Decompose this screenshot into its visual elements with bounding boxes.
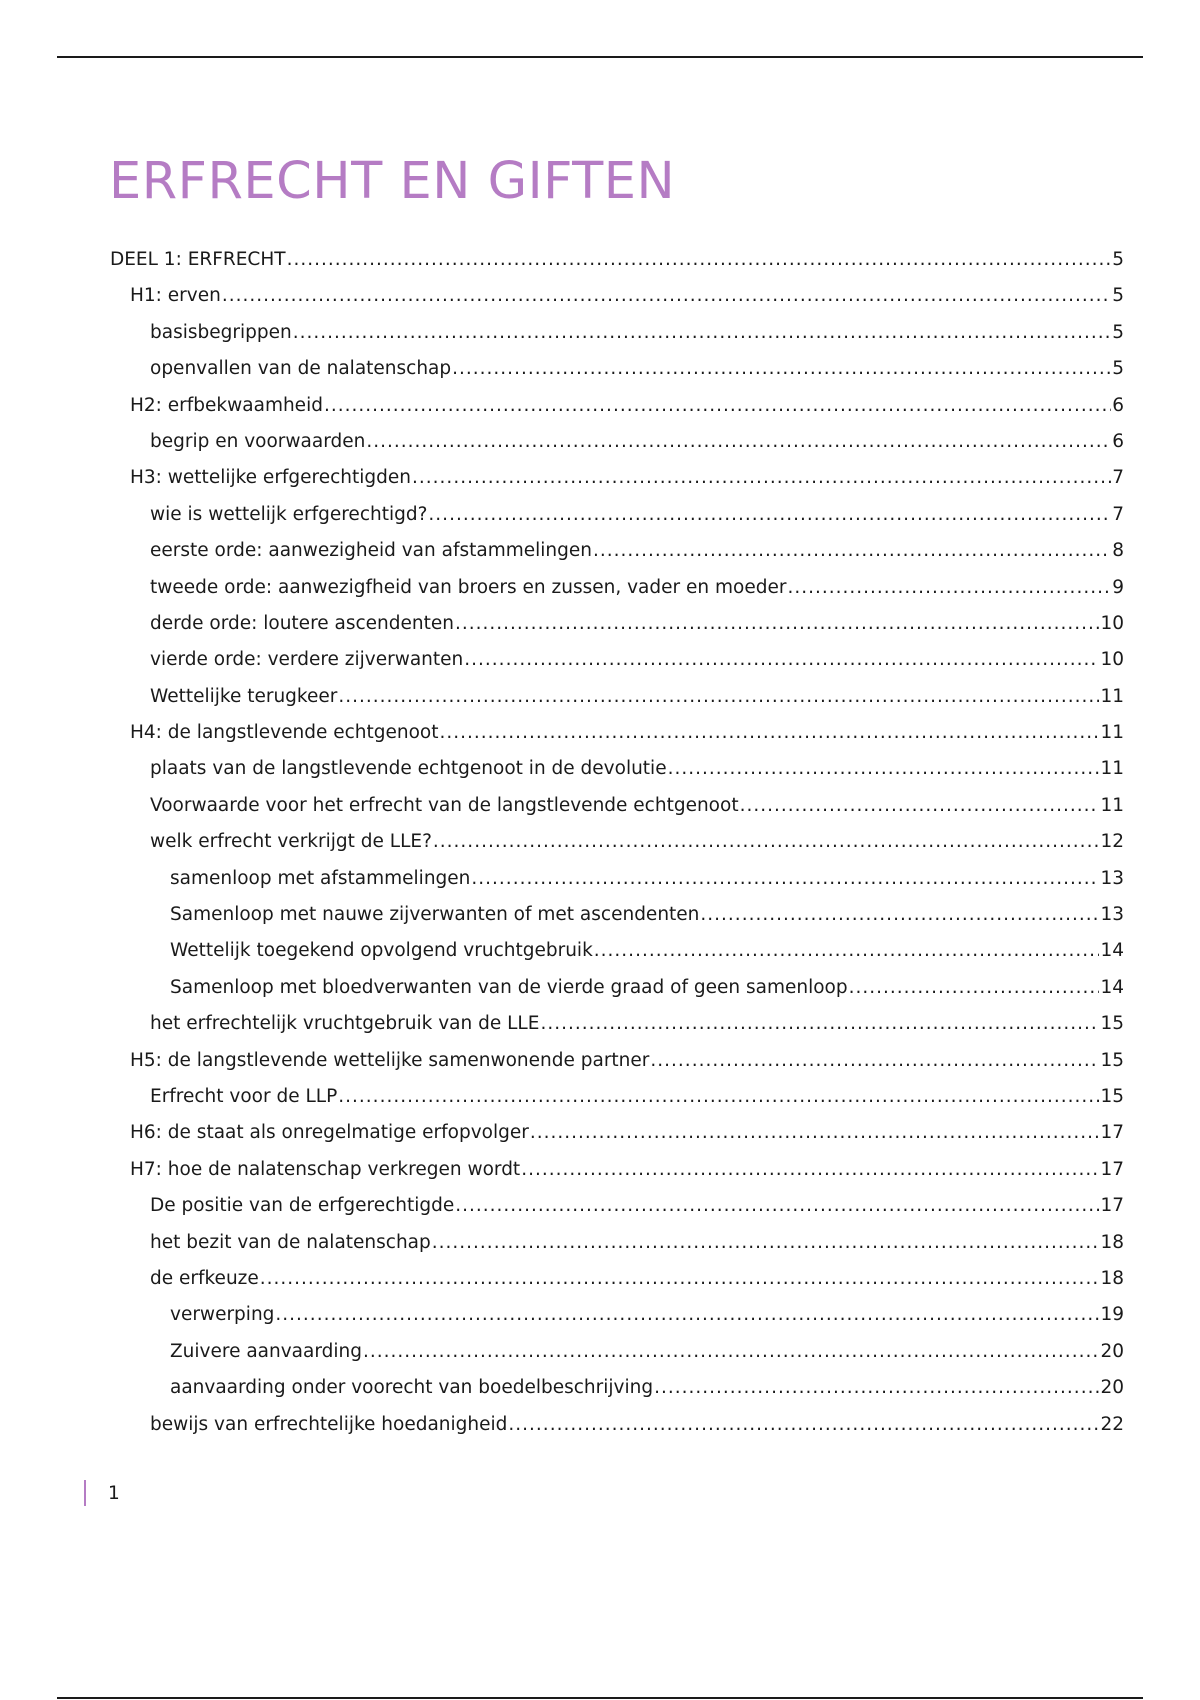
- toc-dot-leader: [654, 1370, 1099, 1406]
- toc-entry-page-number: 5: [1112, 285, 1124, 307]
- toc-dot-leader: [338, 679, 1099, 715]
- toc-entry-page-number: 17: [1100, 1195, 1124, 1217]
- toc-dot-leader: [432, 1225, 1100, 1261]
- toc-entry[interactable]: [110, 1407, 1124, 1443]
- toc-dot-leader: [452, 351, 1111, 387]
- toc-entry-title: Zuivere aanvaarding: [170, 1340, 362, 1362]
- toc-dot-leader: [849, 970, 1100, 1006]
- toc-entry-page-number: 11: [1100, 722, 1124, 744]
- toc-entry-title: Wettelijk toegekend opvolgend vruchtgebruik: [170, 940, 593, 962]
- toc-entry[interactable]: [110, 1043, 1124, 1079]
- toc-dot-leader: [440, 715, 1100, 751]
- toc-dot-leader: [433, 824, 1100, 860]
- toc-entry-title: begrip en voorwaarden: [150, 430, 366, 452]
- toc-entry[interactable]: [110, 570, 1124, 606]
- toc-entry-page-number: 11: [1100, 685, 1124, 707]
- toc-entry-page-number: 12: [1100, 831, 1124, 853]
- toc-entry-page-number: 7: [1112, 503, 1124, 525]
- toc-entry-page-number: 17: [1100, 1122, 1124, 1144]
- page-footer: [84, 1480, 120, 1506]
- toc-dot-leader: [650, 1043, 1099, 1079]
- toc-entry[interactable]: [110, 715, 1124, 751]
- toc-entry-title: H3: wettelijke erfgerechtigden: [130, 467, 412, 489]
- toc-entry-page-number: 14: [1100, 976, 1124, 998]
- page-number: 1: [108, 1482, 120, 1504]
- toc-entry-title: Wettelijke terugkeer: [150, 685, 338, 707]
- toc-entry[interactable]: [110, 679, 1124, 715]
- toc-entry-title: De positie van de erfgerechtigde: [150, 1195, 455, 1217]
- toc-dot-leader: [700, 897, 1099, 933]
- toc-entry-title: derde orde: loutere ascendenten: [150, 612, 454, 634]
- toc-entry-page-number: 22: [1100, 1413, 1124, 1435]
- document-title: ERFRECHT EN GIFTEN: [109, 152, 676, 211]
- header-rule: [57, 56, 1143, 58]
- toc-dot-leader: [464, 642, 1099, 678]
- toc-entry[interactable]: [110, 242, 1124, 278]
- toc-dot-leader: [428, 497, 1111, 533]
- toc-dot-leader: [293, 315, 1112, 351]
- toc-entry-title: aanvaarding onder voorecht van boedelbeschrijving: [170, 1377, 654, 1399]
- toc-dot-leader: [508, 1407, 1099, 1443]
- toc-entry[interactable]: [110, 533, 1124, 569]
- toc-entry-title: H6: de staat als onregelmatige erfopvolger: [130, 1122, 529, 1144]
- toc-entry[interactable]: [110, 1261, 1124, 1297]
- toc-entry-page-number: 20: [1100, 1340, 1124, 1362]
- toc-entry[interactable]: [110, 824, 1124, 860]
- toc-entry-title: H1: erven: [130, 285, 221, 307]
- toc-dot-leader: [260, 1261, 1100, 1297]
- toc-entry[interactable]: [110, 460, 1124, 496]
- toc-entry-page-number: 14: [1100, 940, 1124, 962]
- toc-entry-page-number: 6: [1112, 430, 1124, 452]
- toc-entry-title: het erfrechtelijk vruchtgebruik van de LLE: [150, 1013, 540, 1035]
- toc-dot-leader: [455, 1188, 1099, 1224]
- toc-entry-title: Erfrecht voor de LLP: [150, 1085, 338, 1107]
- toc-dot-leader: [530, 1115, 1100, 1151]
- toc-entry[interactable]: [110, 861, 1124, 897]
- toc-entry[interactable]: [110, 933, 1124, 969]
- toc-entry[interactable]: [110, 351, 1124, 387]
- toc-dot-leader: [594, 933, 1100, 969]
- toc-entry[interactable]: [110, 315, 1124, 351]
- toc-entry-title: samenloop met afstammelingen: [170, 867, 471, 889]
- toc-dot-leader: [363, 1334, 1099, 1370]
- toc-entry-page-number: 17: [1100, 1158, 1124, 1180]
- toc-entry[interactable]: [110, 497, 1124, 533]
- toc-dot-leader: [366, 424, 1111, 460]
- toc-dot-leader: [521, 1152, 1099, 1188]
- toc-dot-leader: [287, 242, 1112, 278]
- toc-entry-title: verwerping: [170, 1304, 275, 1326]
- toc-entry-page-number: 15: [1100, 1085, 1124, 1107]
- toc-entry[interactable]: [110, 1115, 1124, 1151]
- toc-entry-title: H4: de langstlevende echtgenoot: [130, 722, 439, 744]
- footer-accent-bar: [84, 1480, 86, 1506]
- toc-entry[interactable]: [110, 1225, 1124, 1261]
- toc-entry[interactable]: [110, 642, 1124, 678]
- toc-entry-page-number: 10: [1100, 612, 1124, 634]
- toc-dot-leader: [471, 861, 1099, 897]
- toc-entry-page-number: 5: [1112, 321, 1124, 343]
- toc-entry-page-number: 13: [1100, 904, 1124, 926]
- toc-entry[interactable]: [110, 1188, 1124, 1224]
- toc-entry-title: de erfkeuze: [150, 1267, 259, 1289]
- toc-entry[interactable]: [110, 388, 1124, 424]
- toc-entry-title: welk erfrecht verkrijgt de LLE?: [150, 831, 432, 853]
- toc-entry-title: DEEL 1: ERFRECHT: [110, 249, 286, 270]
- toc-entry[interactable]: [110, 897, 1124, 933]
- toc-entry[interactable]: [110, 1370, 1124, 1406]
- toc-entry-page-number: 8: [1112, 540, 1124, 562]
- toc-entry-title: basisbegrippen: [150, 321, 292, 343]
- toc-entry-title: eerste orde: aanwezigheid van afstammelingen: [150, 540, 592, 562]
- toc-dot-leader: [787, 570, 1111, 606]
- toc-entry-page-number: 20: [1100, 1377, 1124, 1399]
- toc-entry-page-number: 11: [1100, 794, 1124, 816]
- toc-entry-page-number: 10: [1100, 649, 1124, 671]
- toc-entry[interactable]: [110, 1334, 1124, 1370]
- toc-dot-leader: [275, 1297, 1099, 1333]
- toc-entry-title: openvallen van de nalatenschap: [150, 358, 452, 380]
- toc-entry-title: H7: hoe de nalatenschap verkregen wordt: [130, 1158, 521, 1180]
- toc-entry-title: Samenloop met nauwe zijverwanten of met ascendenten: [170, 904, 700, 926]
- toc-entry[interactable]: [110, 1079, 1124, 1115]
- toc-entry-page-number: 15: [1100, 1013, 1124, 1035]
- toc-entry[interactable]: [110, 1152, 1124, 1188]
- toc-entry[interactable]: [110, 1297, 1124, 1333]
- toc-entry[interactable]: [110, 278, 1124, 314]
- toc-entry-title: H2: erfbekwaamheid: [130, 394, 323, 416]
- toc-entry[interactable]: [110, 606, 1124, 642]
- toc-entry-page-number: 19: [1100, 1304, 1124, 1326]
- toc-entry[interactable]: [110, 970, 1124, 1006]
- toc-entry-title: het bezit van de nalatenschap: [150, 1231, 431, 1253]
- toc-entry-title: tweede orde: aanwezigfheid van broers en zussen, vader en moeder: [150, 576, 787, 598]
- toc-dot-leader: [740, 788, 1100, 824]
- toc-dot-leader: [455, 606, 1099, 642]
- toc-entry-page-number: 13: [1100, 867, 1124, 889]
- toc-entry-page-number: 11: [1100, 758, 1124, 780]
- toc-entry-title: Samenloop met bloedverwanten van de vierde graad of geen samenloop: [170, 976, 848, 998]
- toc-entry-title: wie is wettelijk erfgerechtigd?: [150, 503, 428, 525]
- toc-entry[interactable]: [110, 788, 1124, 824]
- toc-dot-leader: [338, 1079, 1099, 1115]
- toc-dot-leader: [222, 278, 1111, 314]
- footer-rule: [57, 1697, 1143, 1699]
- toc-entry-title: H5: de langstlevende wettelijke samenwonende partner: [130, 1049, 650, 1071]
- toc-dot-leader: [412, 460, 1111, 496]
- toc-entry-page-number: 9: [1112, 576, 1124, 598]
- toc-entry[interactable]: [110, 424, 1124, 460]
- toc-entry-page-number: 7: [1112, 467, 1124, 489]
- toc-entry-page-number: 6: [1112, 394, 1124, 416]
- toc-entry-title: bewijs van erfrechtelijke hoedanigheid: [150, 1413, 508, 1435]
- toc-entry-title: Voorwaarde voor het erfrecht van de langstlevende echtgenoot: [150, 794, 739, 816]
- toc-entry-page-number: 18: [1100, 1267, 1124, 1289]
- toc-entry-title: plaats van de langstlevende echtgenoot in de devolutie: [150, 758, 667, 780]
- toc-dot-leader: [593, 533, 1111, 569]
- toc-entry-page-number: 5: [1112, 358, 1124, 380]
- toc-dot-leader: [668, 751, 1100, 787]
- toc-entry[interactable]: [110, 1006, 1124, 1042]
- toc-dot-leader: [324, 388, 1111, 424]
- table-of-contents: [110, 242, 1124, 1443]
- toc-dot-leader: [540, 1006, 1099, 1042]
- toc-entry-title: vierde orde: verdere zijverwanten: [150, 649, 464, 671]
- toc-entry[interactable]: [110, 751, 1124, 787]
- toc-entry-page-number: 18: [1100, 1231, 1124, 1253]
- toc-entry-page-number: 5: [1112, 249, 1124, 270]
- toc-entry-page-number: 15: [1100, 1049, 1124, 1071]
